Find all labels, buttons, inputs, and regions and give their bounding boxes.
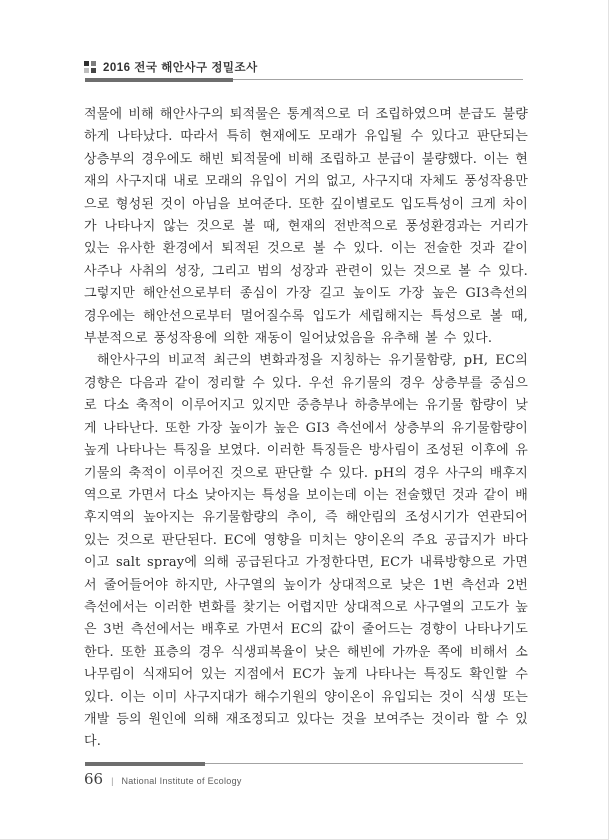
- page-header: [84, 59, 258, 75]
- body-text: [84, 104, 528, 754]
- paragraph-2: 해안사구의 비교적 최근의 변화과정을 지칭하는 유기물함량, pH, EC의 경향은 다음과 같이 정리할 수 있다. 우선 유기물의 경우 상층부를 중심으로 다소 축적이 이루어지고 있지만 중층부나 하층부에는 유기물 함량이 낮게 나타난다. 또한 가장 높이가 높은 GI3 측선에서 상층부의 유기물함량이 높게 나타나는 특징을 보였다. 이러한 특징들은 방사림이 조성된 이후에 유기물의 축적이 이루어진 것으로 판단할 수 있다. pH의 경우 사구의 배후지역으로 가면서 다소 낮아지는 특성을 보이는데 이는 전술했던 것과 같이 배후지역의 높아지는 유기물함량의 추이, 즉 해안림의 조성시기가 연관되어 있는 것으로 판단된다. EC에 영향을 미치는 양이온의 주요 공급지가 바다이고 salt spray에 의해 공급된다고 가정한다면, EC가 내륙방향으로 가면서 줄어들어야 하지만, 사구열의 높이가 상대적으로 낮은 1번 측선과 2번 측선에서는 이러한 변화를 찾기는 어렵지만 상대적으로 사구열의 고도가 높은 3번 측선에서는 배후로 가면서 EC의 값이 줄어드는 경향이 나타나기도 한다. 또한 표층의 경우 식생피복율이 낮은 해빈에 가까운 쪽에 비해서 소나무림이 식재되어 있는 지점에서 EC가 높게 나타나는 특징도 확인할 수 있다. 이는 이미 사구지대가 해수기원의 양이온이 유입되는 것이 식생 또는 개발 등의 원인에 의해 재조정되고 있다는 것을 보여주는 것이라 할 수 있다.: [84, 353, 528, 750]
- four-squares-icon: [84, 61, 96, 73]
- header-rule: [85, 78, 523, 82]
- paragraph-1: 적물에 비해 해안사구의 퇴적물은 통계적으로 더 조립하였으며 분급도 불량하게 나타났다. 따라서 특히 현재에도 모래가 유입될 수 있다고 판단되는 상층부의 경우에도 해빈 퇴적물에 비해 조립하고 분급이 불량했다. 이는 현재의 사구지대 내로 모래의 유입이 거의 없고, 사구지대 자체도 풍성작용만으로 형성된 것이 아님을 보여준다. 또한 깊이별로도 입도특성이 크게 차이가 나타나지 않는 것으로 볼 때, 현재의 전반적으로 풍성환경과는 거리가 있는 유사한 환경에서 퇴적된 것으로 볼 수 있다. 이는 전술한 것과 같이 사주나 사취의 성장, 그리고 범의 성장과 관련이 있는 것으로 볼 수 있다. 그렇지만 해안선으로부터 종심이 가장 길고 높이도 가장 높은 GI3측선의 경우에는 해안선으로부터 멀어질수록 입도가 세립해지는 특성으로 볼 때, 부분적으로 풍성작용에 의한 재동이 일어났었음을 유추해 볼 수 있다.: [84, 107, 528, 347]
- institute-name: National Institute of Ecology: [121, 776, 242, 786]
- page-number: 66: [84, 770, 104, 788]
- footer-separator: |: [111, 776, 114, 786]
- running-header-title: 2016 전국 해안사구 정밀조사: [103, 62, 258, 74]
- footer-rule: [85, 762, 523, 766]
- page-footer: [84, 770, 242, 788]
